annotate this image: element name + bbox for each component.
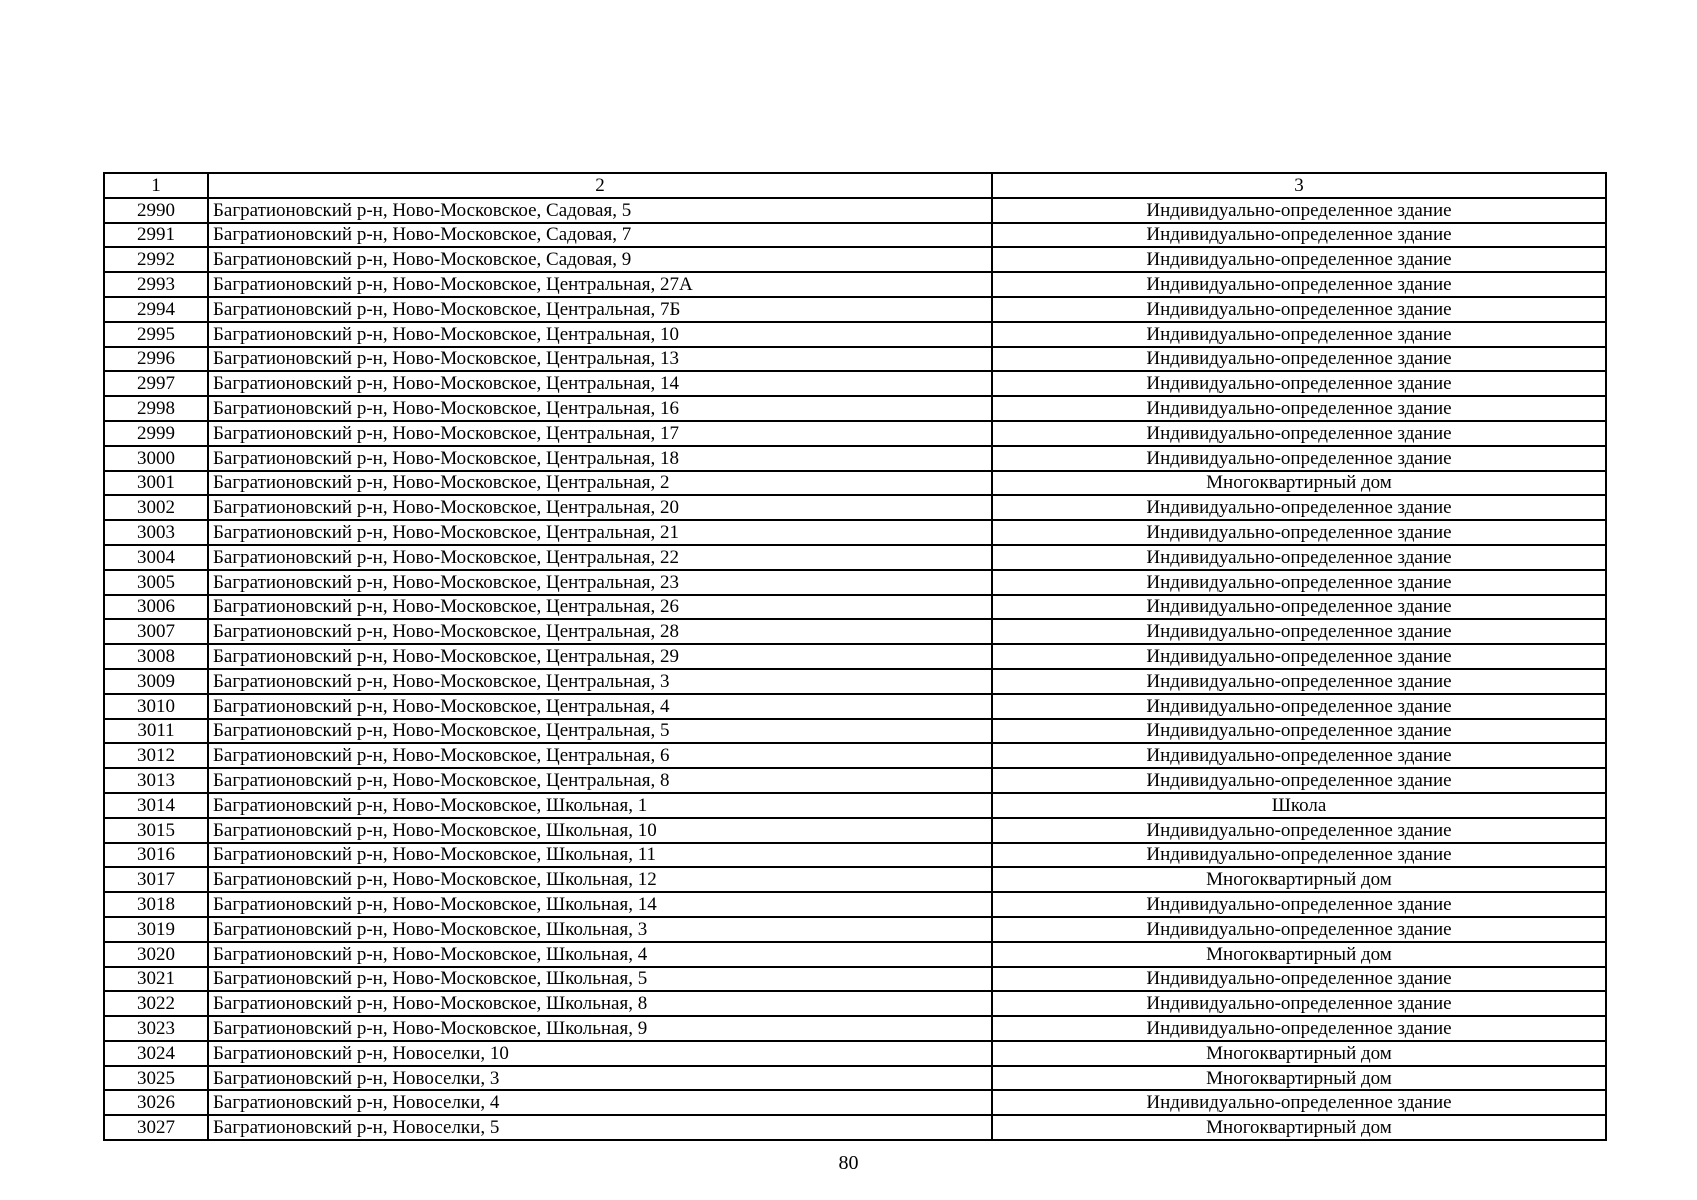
row-address: Багратионовский р-н, Новоселки, 4 — [208, 1090, 992, 1115]
row-address: Багратионовский р-н, Новоселки, 10 — [208, 1041, 992, 1066]
row-number: 3015 — [104, 818, 208, 843]
table-row — [104, 396, 1606, 421]
table-row — [104, 545, 1606, 570]
row-address: Багратионовский р-н, Ново-Московское, Центральная, 14 — [208, 371, 992, 396]
row-building-type: Многоквартирный дом — [992, 1066, 1606, 1091]
table-body — [104, 198, 1606, 1140]
table-row — [104, 743, 1606, 768]
row-number: 2995 — [104, 322, 208, 347]
row-address: Багратионовский р-н, Ново-Московское, Школьная, 4 — [208, 942, 992, 967]
row-building-type: Индивидуально-определенное здание — [992, 545, 1606, 570]
row-number: 3007 — [104, 619, 208, 644]
row-building-type: Многоквартирный дом — [992, 867, 1606, 892]
row-address: Багратионовский р-н, Ново-Московское, Центральная, 4 — [208, 694, 992, 719]
table-row — [104, 371, 1606, 396]
table-row — [104, 595, 1606, 620]
row-building-type: Индивидуально-определенное здание — [992, 371, 1606, 396]
row-address: Багратионовский р-н, Ново-Московское, Центральная, 20 — [208, 495, 992, 520]
row-address: Багратионовский р-н, Ново-Московское, Центральная, 18 — [208, 446, 992, 471]
row-building-type: Индивидуально-определенное здание — [992, 719, 1606, 744]
row-number: 3011 — [104, 719, 208, 744]
row-building-type: Индивидуально-определенное здание — [992, 892, 1606, 917]
table-row — [104, 272, 1606, 297]
row-address: Багратионовский р-н, Ново-Московское, Центральная, 10 — [208, 322, 992, 347]
row-building-type: Индивидуально-определенное здание — [992, 768, 1606, 793]
row-number: 3019 — [104, 917, 208, 942]
table-row — [104, 347, 1606, 372]
row-number: 3000 — [104, 446, 208, 471]
row-number: 3009 — [104, 669, 208, 694]
row-address: Багратионовский р-н, Ново-Московское, Центральная, 28 — [208, 619, 992, 644]
row-number: 3003 — [104, 520, 208, 545]
row-number: 3006 — [104, 595, 208, 620]
row-building-type: Индивидуально-определенное здание — [992, 520, 1606, 545]
row-number: 2990 — [104, 198, 208, 223]
table-row — [104, 818, 1606, 843]
row-number: 2992 — [104, 247, 208, 272]
table-row — [104, 967, 1606, 992]
row-building-type: Индивидуально-определенное здание — [992, 669, 1606, 694]
row-building-type: Школа — [992, 793, 1606, 818]
row-number: 3008 — [104, 644, 208, 669]
row-address: Багратионовский р-н, Ново-Московское, Центральная, 21 — [208, 520, 992, 545]
table-row — [104, 942, 1606, 967]
table-row — [104, 1016, 1606, 1041]
row-address: Багратионовский р-н, Ново-Московское, Школьная, 10 — [208, 818, 992, 843]
table-row — [104, 223, 1606, 248]
row-number: 3023 — [104, 1016, 208, 1041]
table-row — [104, 495, 1606, 520]
row-building-type: Индивидуально-определенное здание — [992, 446, 1606, 471]
table-row — [104, 198, 1606, 223]
row-building-type: Индивидуально-определенное здание — [992, 198, 1606, 223]
row-building-type: Индивидуально-определенное здание — [992, 644, 1606, 669]
table-row — [104, 644, 1606, 669]
header-col-1: 1 — [104, 173, 208, 198]
row-building-type: Индивидуально-определенное здание — [992, 843, 1606, 868]
table-row — [104, 570, 1606, 595]
table-row — [104, 669, 1606, 694]
row-building-type: Многоквартирный дом — [992, 1115, 1606, 1140]
table-header-row — [104, 173, 1606, 198]
row-number: 2999 — [104, 421, 208, 446]
table-row — [104, 520, 1606, 545]
row-address: Багратионовский р-н, Ново-Московское, Центральная, 6 — [208, 743, 992, 768]
row-number: 3026 — [104, 1090, 208, 1115]
row-address: Багратионовский р-н, Ново-Московское, Садовая, 9 — [208, 247, 992, 272]
table-row — [104, 471, 1606, 496]
row-building-type: Индивидуально-определенное здание — [992, 1016, 1606, 1041]
row-address: Багратионовский р-н, Ново-Московское, Садовая, 7 — [208, 223, 992, 248]
row-number: 3021 — [104, 967, 208, 992]
row-address: Багратионовский р-н, Ново-Московское, Центральная, 5 — [208, 719, 992, 744]
header-col-2: 2 — [208, 173, 992, 198]
row-address: Багратионовский р-н, Ново-Московское, Центральная, 17 — [208, 421, 992, 446]
table-row — [104, 843, 1606, 868]
row-building-type: Многоквартирный дом — [992, 942, 1606, 967]
row-building-type: Многоквартирный дом — [992, 1041, 1606, 1066]
row-building-type: Индивидуально-определенное здание — [992, 322, 1606, 347]
row-address: Багратионовский р-н, Ново-Московское, Центральная, 22 — [208, 545, 992, 570]
row-building-type: Индивидуально-определенное здание — [992, 743, 1606, 768]
row-building-type: Многоквартирный дом — [992, 471, 1606, 496]
row-building-type: Индивидуально-определенное здание — [992, 595, 1606, 620]
row-number: 2993 — [104, 272, 208, 297]
table-row — [104, 1115, 1606, 1140]
row-number: 2994 — [104, 297, 208, 322]
row-number: 3001 — [104, 471, 208, 496]
row-address: Багратионовский р-н, Ново-Московское, Школьная, 5 — [208, 967, 992, 992]
table-row — [104, 917, 1606, 942]
row-building-type: Индивидуально-определенное здание — [992, 917, 1606, 942]
row-number: 3018 — [104, 892, 208, 917]
row-number: 3025 — [104, 1066, 208, 1091]
row-address: Багратионовский р-н, Ново-Московское, Школьная, 8 — [208, 991, 992, 1016]
row-number: 3027 — [104, 1115, 208, 1140]
row-address: Багратионовский р-н, Ново-Московское, Школьная, 1 — [208, 793, 992, 818]
row-number: 3017 — [104, 867, 208, 892]
row-address: Багратионовский р-н, Ново-Московское, Центральная, 13 — [208, 347, 992, 372]
table-row — [104, 1041, 1606, 1066]
row-building-type: Индивидуально-определенное здание — [992, 619, 1606, 644]
header-col-3: 3 — [992, 173, 1606, 198]
table-row — [104, 446, 1606, 471]
row-number: 3013 — [104, 768, 208, 793]
row-address: Багратионовский р-н, Ново-Московское, Центральная, 23 — [208, 570, 992, 595]
page-number: 80 — [838, 1152, 859, 1174]
table-row — [104, 247, 1606, 272]
row-building-type: Индивидуально-определенное здание — [992, 421, 1606, 446]
row-address: Багратионовский р-н, Ново-Московское, Школьная, 14 — [208, 892, 992, 917]
row-building-type: Индивидуально-определенное здание — [992, 396, 1606, 421]
row-address: Багратионовский р-н, Ново-Московское, Школьная, 9 — [208, 1016, 992, 1041]
row-building-type: Индивидуально-определенное здание — [992, 991, 1606, 1016]
row-building-type: Индивидуально-определенное здание — [992, 694, 1606, 719]
row-number: 3016 — [104, 843, 208, 868]
buildings-table — [103, 172, 1607, 1141]
table-row — [104, 694, 1606, 719]
table-row — [104, 297, 1606, 322]
row-number: 2998 — [104, 396, 208, 421]
table-row — [104, 793, 1606, 818]
table-row — [104, 892, 1606, 917]
row-building-type: Индивидуально-определенное здание — [992, 495, 1606, 520]
row-address: Багратионовский р-н, Ново-Московское, Центральная, 27А — [208, 272, 992, 297]
row-address: Багратионовский р-н, Ново-Московское, Центральная, 29 — [208, 644, 992, 669]
row-address: Багратионовский р-н, Ново-Московское, Школьная, 3 — [208, 917, 992, 942]
row-number: 3010 — [104, 694, 208, 719]
row-number: 3002 — [104, 495, 208, 520]
row-number: 2996 — [104, 347, 208, 372]
row-building-type: Индивидуально-определенное здание — [992, 272, 1606, 297]
row-number: 3012 — [104, 743, 208, 768]
row-address: Багратионовский р-н, Ново-Московское, Школьная, 11 — [208, 843, 992, 868]
table-row — [104, 322, 1606, 347]
row-number: 3005 — [104, 570, 208, 595]
row-address: Багратионовский р-н, Новоселки, 3 — [208, 1066, 992, 1091]
row-address: Багратионовский р-н, Ново-Московское, Центральная, 3 — [208, 669, 992, 694]
row-address: Багратионовский р-н, Ново-Московское, Центральная, 7Б — [208, 297, 992, 322]
table-row — [104, 867, 1606, 892]
row-building-type: Индивидуально-определенное здание — [992, 967, 1606, 992]
row-number: 3004 — [104, 545, 208, 570]
table-row — [104, 768, 1606, 793]
row-building-type: Индивидуально-определенное здание — [992, 223, 1606, 248]
table-row — [104, 719, 1606, 744]
row-address: Багратионовский р-н, Ново-Московское, Садовая, 5 — [208, 198, 992, 223]
row-address: Багратионовский р-н, Ново-Московское, Центральная, 26 — [208, 595, 992, 620]
row-building-type: Индивидуально-определенное здание — [992, 247, 1606, 272]
table-row — [104, 1090, 1606, 1115]
row-address: Багратионовский р-н, Ново-Московское, Школьная, 12 — [208, 867, 992, 892]
row-number: 2991 — [104, 223, 208, 248]
row-building-type: Индивидуально-определенное здание — [992, 570, 1606, 595]
table-row — [104, 421, 1606, 446]
table-row — [104, 991, 1606, 1016]
row-number: 3022 — [104, 991, 208, 1016]
row-building-type: Индивидуально-определенное здание — [992, 818, 1606, 843]
row-number: 3014 — [104, 793, 208, 818]
row-number: 2997 — [104, 371, 208, 396]
row-building-type: Индивидуально-определенное здание — [992, 347, 1606, 372]
row-address: Багратионовский р-н, Ново-Московское, Центральная, 8 — [208, 768, 992, 793]
table-row — [104, 1066, 1606, 1091]
row-building-type: Индивидуально-определенное здание — [992, 297, 1606, 322]
row-number: 3024 — [104, 1041, 208, 1066]
table-row — [104, 619, 1606, 644]
row-number: 3020 — [104, 942, 208, 967]
row-address: Багратионовский р-н, Ново-Московское, Центральная, 16 — [208, 396, 992, 421]
row-building-type: Индивидуально-определенное здание — [992, 1090, 1606, 1115]
row-address: Багратионовский р-н, Новоселки, 5 — [208, 1115, 992, 1140]
row-address: Багратионовский р-н, Ново-Московское, Центральная, 2 — [208, 471, 992, 496]
